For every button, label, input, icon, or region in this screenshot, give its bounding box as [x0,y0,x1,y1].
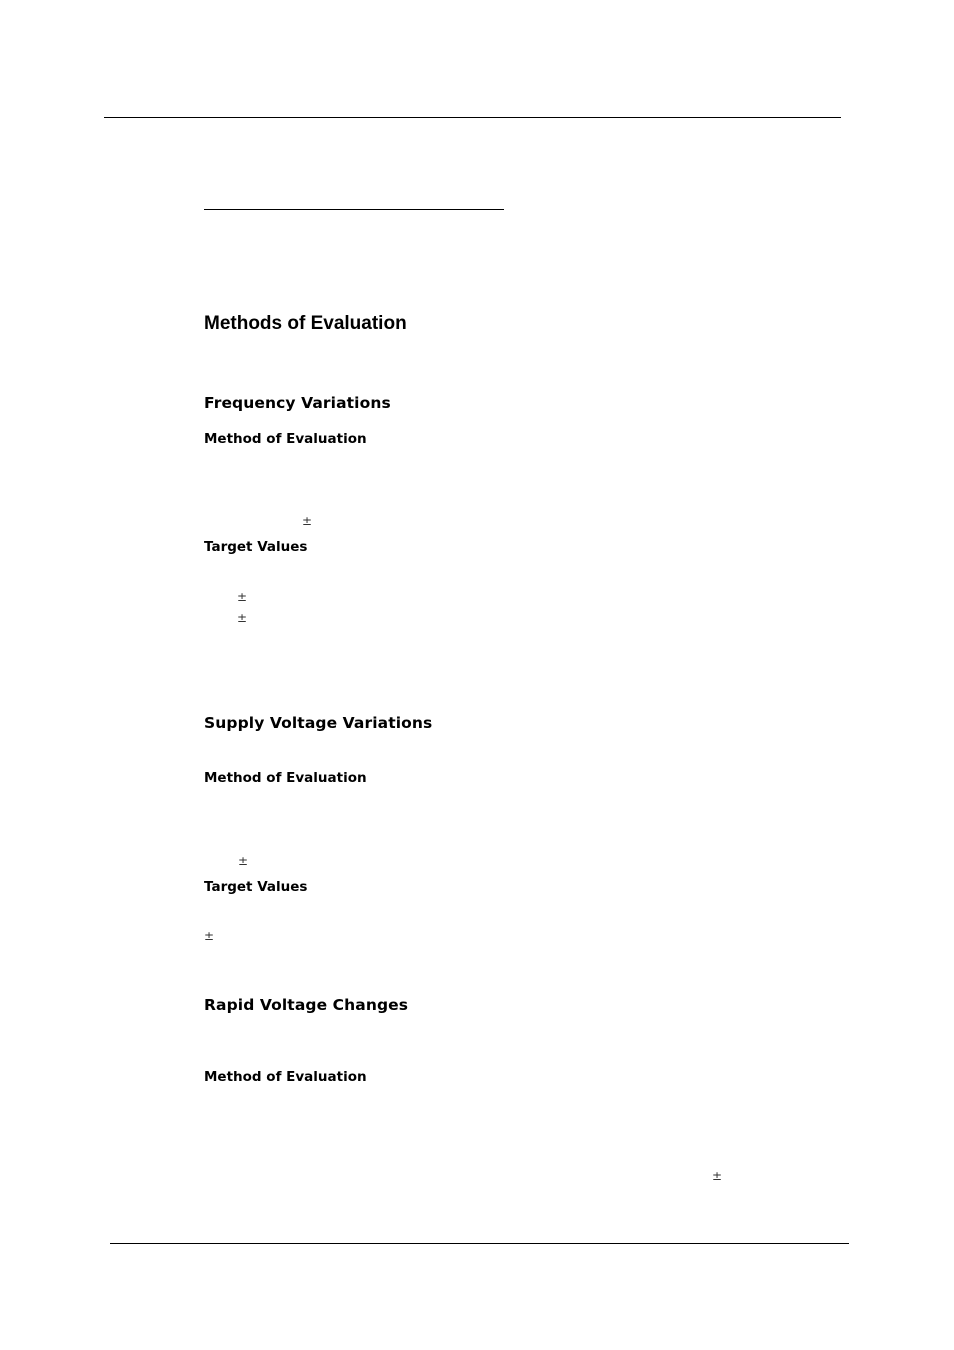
plus-minus-symbol: ± [204,929,215,943]
frequency-variations-heading: Frequency Variations [204,394,391,412]
frequency-method-of-evaluation-label: Method of Evaluation [204,431,367,447]
plus-minus-symbol: ± [237,611,248,625]
plus-minus-symbol: ± [237,590,248,604]
supply-voltage-method-of-evaluation-label: Method of Evaluation [204,770,367,786]
rapid-voltage-method-of-evaluation-label: Method of Evaluation [204,1069,367,1085]
frequency-target-values-label: Target Values [204,539,308,555]
title-underline-rule [204,209,504,210]
plus-minus-symbol: ± [712,1169,723,1183]
rapid-voltage-changes-heading: Rapid Voltage Changes [204,996,409,1014]
header-rule [104,117,841,118]
plus-minus-symbol: ± [302,514,313,528]
supply-voltage-target-values-label: Target Values [204,879,308,895]
section-title: Methods of Evaluation [204,313,407,334]
supply-voltage-variations-heading: Supply Voltage Variations [204,714,433,732]
footer-rule [110,1243,849,1244]
plus-minus-symbol: ± [238,854,249,868]
